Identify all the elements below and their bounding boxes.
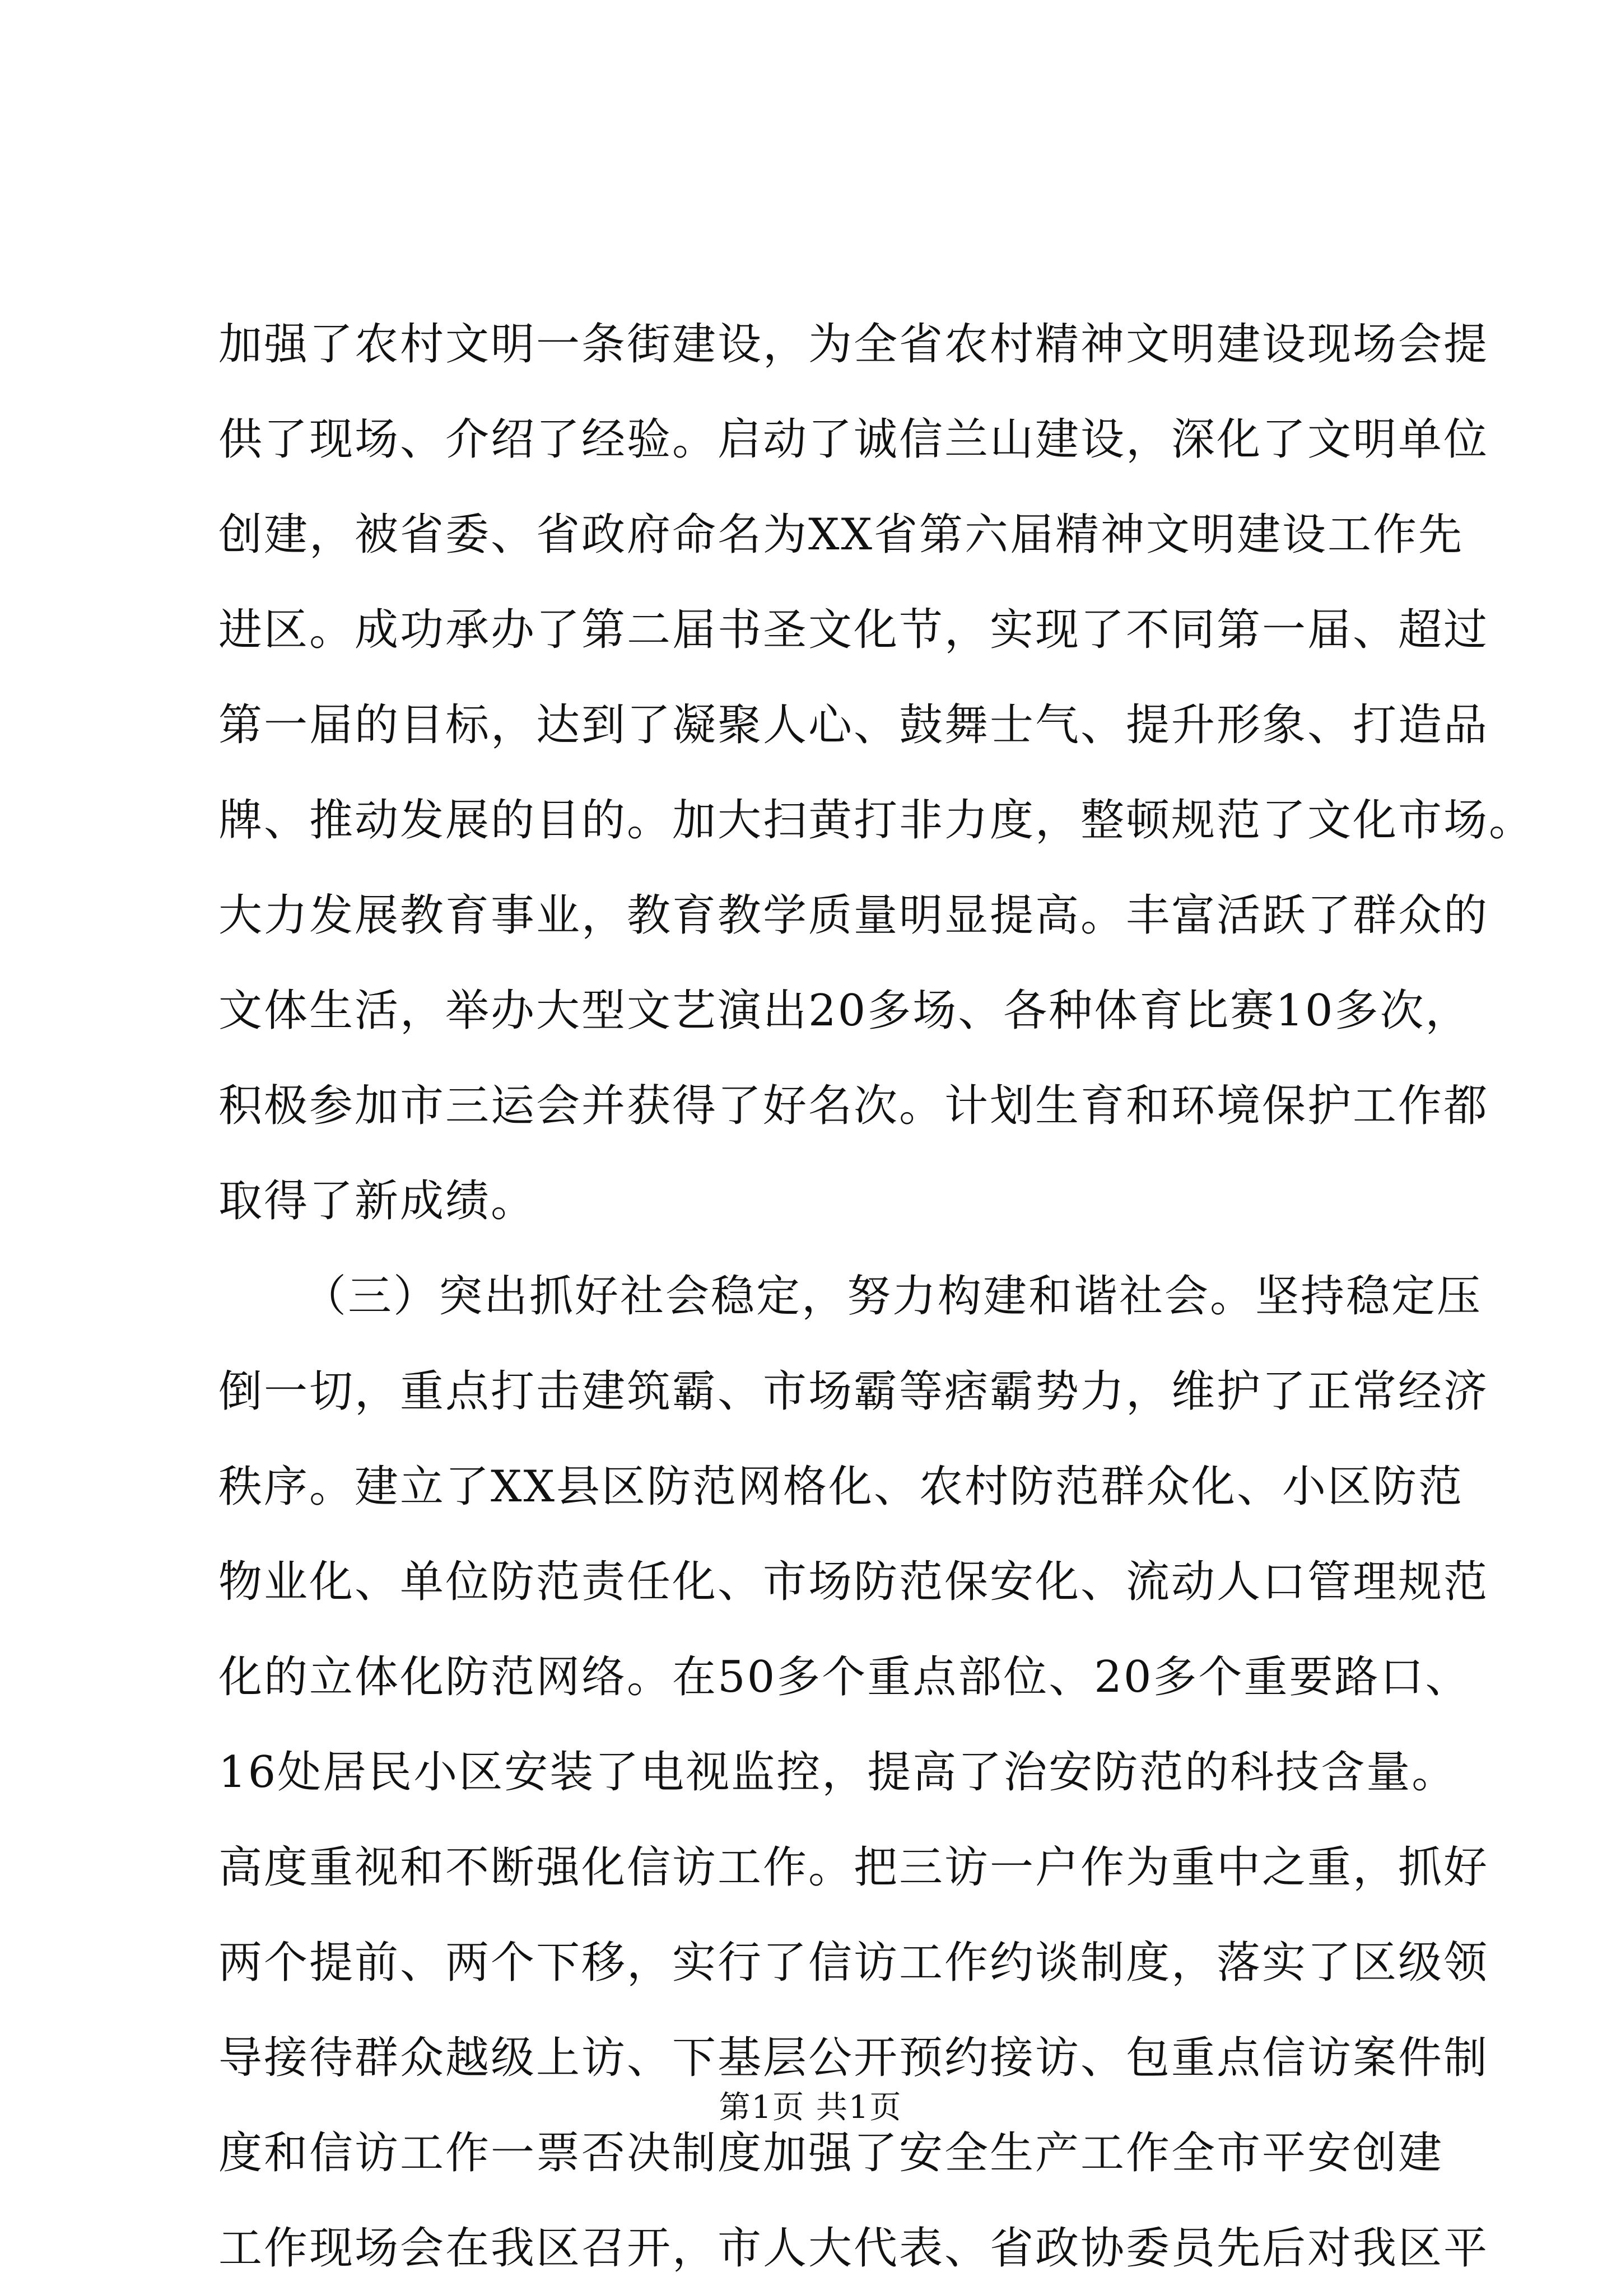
section-heading-line: （三）突出抓好社会稳定，努力构建和谐社会。坚持稳定压 — [302, 1271, 1483, 1322]
text-line: 取得了新成绩。 — [218, 1176, 537, 1226]
text-line: 供了现场、介绍了经验。启动了诚信兰山建设，深化了文明单位 — [218, 414, 1489, 465]
text-line: 大力发展教育事业，教育教学质量明显提高。丰富活跃了群众的 — [218, 890, 1489, 941]
text-line: 创建，被省委、省政府命名为XX省第六届精神文明建设工作先 — [218, 510, 1464, 560]
text-line: 加强了农村文明一条街建设，为全省农村精神文明建设现场会提 — [218, 319, 1489, 370]
text-line: 化的立体化防范网络。在50多个重点部位、20多个重要路口、 — [218, 1652, 1471, 1702]
text-line: 牌、推动发展的目的。加大扫黄打非力度，整顿规范了文化市场。 — [218, 795, 1535, 846]
text-line: 倒一切，重点打击建筑霸、市场霸等痞霸势力，维护了正常经济 — [218, 1366, 1489, 1417]
text-line: 两个提前、两个下移，实行了信访工作约谈制度，落实了区级领 — [218, 1938, 1489, 1988]
document-body — [218, 297, 1535, 2296]
text-line: 秩序。建立了XX县区防范网格化、农村防范群众化、小区防范 — [218, 1462, 1464, 1512]
page-footer: 第1页 共1页 — [719, 2089, 902, 2126]
text-line: 文体生活，举办大型文艺演出20多场、各种体育比赛10多次， — [218, 986, 1471, 1036]
text-line: 工作现场会在我区召开，市人大代表、省政协委员先后对我区平 — [218, 2223, 1489, 2274]
text-line: 第一届的目标，达到了凝聚人心、鼓舞士气、提升形象、打造品 — [218, 700, 1489, 750]
text-line: 进区。成功承办了第二届书圣文化节，实现了不同第一届、超过 — [218, 605, 1489, 655]
text-line: 物业化、单位防范责任化、市场防范保安化、流动人口管理规范 — [218, 1557, 1489, 1607]
text-line: 16处居民小区安装了电视监控，提高了治安防范的科技含量。 — [218, 1747, 1457, 1798]
text-line: 高度重视和不断强化信访工作。把三访一户作为重中之重，抓好 — [218, 1842, 1489, 1893]
text-line: 度和信访工作一票否决制度加强了安全生产工作全市平安创建 — [218, 2128, 1444, 2178]
text-line: 导接待群众越级上访、下基层公开预约接访、包重点信访案件制 — [218, 2033, 1489, 2083]
text-line: 积极参加市三运会并获得了好名次。计划生育和环境保护工作都 — [218, 1081, 1489, 1131]
